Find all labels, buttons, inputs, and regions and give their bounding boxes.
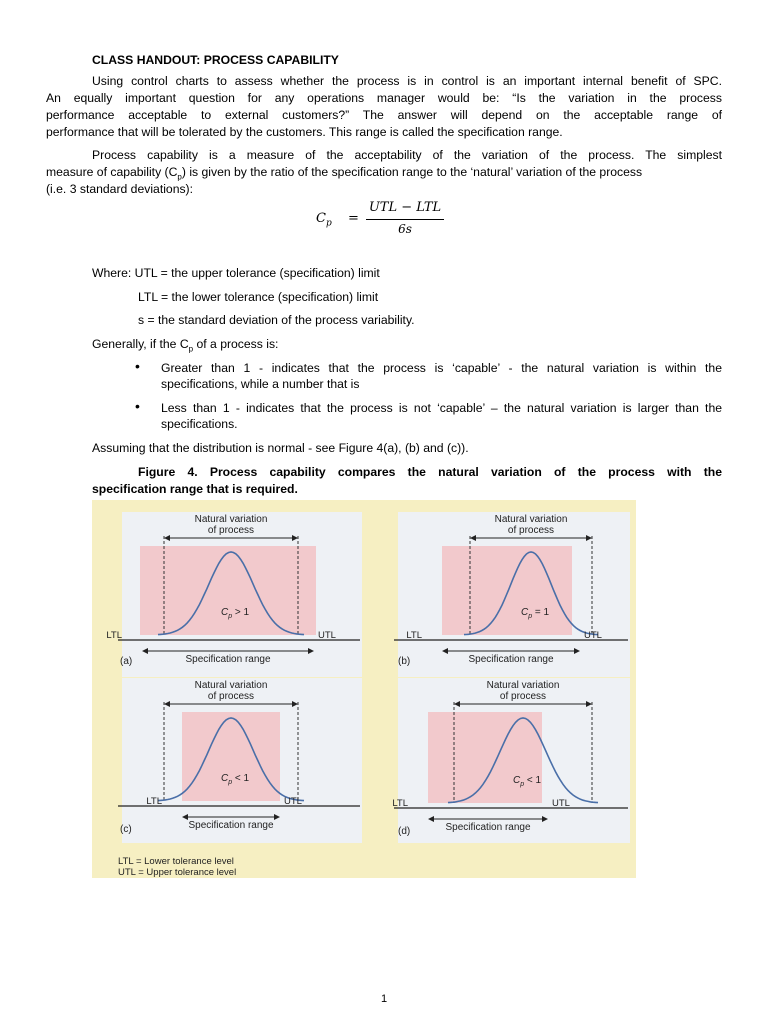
legend-ltl: LTL = Lower tolerance level <box>118 856 234 867</box>
cp-formula <box>316 198 446 242</box>
panel-1-spec-shading <box>140 546 316 635</box>
bullet-dot: • <box>135 358 140 374</box>
panel-1-spec-label: Specification range <box>185 654 271 665</box>
paragraph-2-line: (i.e. 3 standard deviations): <box>46 182 194 196</box>
assuming-line: Assuming that the distribution is normal - see Figure 4(a), (b) and (c)). <box>92 441 469 455</box>
panel-1-nat-label-2: of process <box>207 525 255 536</box>
figure-caption-line-1: Figure 4. Process capability compares the natural variation of the process with the <box>138 465 722 479</box>
panel-2-utl-label: UTL <box>584 630 602 641</box>
panel-4-spec-shading <box>428 712 542 803</box>
panel-4-nat-label-2: of process <box>499 691 547 702</box>
process-capability-figure <box>92 500 636 878</box>
panel-3-utl-label: UTL <box>284 796 302 807</box>
panel-2-ltl-label: LTL <box>406 630 422 641</box>
panel-1-id-label: (a) <box>120 656 133 667</box>
formula-numerator: UTL − LTL <box>368 200 442 215</box>
paragraph-1-line: performance that will be tolerated by the customers. This range is called the specification range. <box>46 125 563 139</box>
where-utl: Where: UTL = the upper tolerance (specification) limit <box>92 266 380 280</box>
panel-3-nat-label-2: of process <box>207 691 255 702</box>
paragraph-2-line: Process capability is a measure of the acceptability of the variation of the process. The simplest <box>92 148 722 162</box>
paragraph-1-line: An equally important question for any operations manager would be: “Is the variation in the process <box>46 91 722 105</box>
panel-2-cp-label: $C_p = 1$ <box>521 607 550 620</box>
bullet-2-line-1: Less than 1 - indicates that the process is not ‘capable’ – the natural variation is larger than the <box>161 401 722 415</box>
panel-3-spec-shading <box>182 712 280 801</box>
panel-2-nat-label-1: Natural variation <box>494 514 568 525</box>
panel-4-spec-label: Specification range <box>445 822 531 833</box>
legend-utl: UTL = Upper tolerance level <box>118 867 237 878</box>
handout-title: CLASS HANDOUT: PROCESS CAPABILITY <box>92 53 339 67</box>
bullet-2-line-2: specifications. <box>161 417 238 431</box>
paragraph-1-line: performance acceptable to external customers?” The answer will depend on the acceptable range of <box>46 108 722 122</box>
figure-caption-line-2: specification range that is required. <box>92 482 298 496</box>
panel-4-id-label: (d) <box>398 826 411 837</box>
fraction-bar <box>366 219 444 220</box>
panel-2-spec-shading <box>442 546 572 635</box>
where-ltl: LTL = the lower tolerance (specification) limit <box>138 290 379 304</box>
generally-line: Generally, if the $C_p$ of a process is: <box>92 337 279 354</box>
panel-4-nat-label-1: Natural variation <box>486 680 560 691</box>
formula-equals: = <box>348 211 359 226</box>
figure-svg <box>92 500 636 878</box>
panel-2-nat-label-2: of process <box>507 525 555 536</box>
panel-1-nat-label-1: Natural variation <box>194 514 268 525</box>
panel-1-utl-label: UTL <box>318 630 336 641</box>
paragraph-1-line: Using control charts to assess whether the process is in control is an important internal benefit of SPC. <box>92 74 722 88</box>
bullet-1-line-2: specifications, while a number that is <box>161 377 360 391</box>
panel-1-ltl-label: LTL <box>106 630 122 641</box>
panel-4-ltl-label: LTL <box>392 798 408 809</box>
panel-4-utl-label: UTL <box>552 798 570 809</box>
panel-2-id-label: (b) <box>398 656 411 667</box>
page-number: 1 <box>381 993 388 1005</box>
panel-3-nat-label-1: Natural variation <box>194 680 268 691</box>
formula-denominator: 6s <box>398 222 412 236</box>
panel-2-spec-label: Specification range <box>468 654 554 665</box>
paragraph-2-line: measure of capability $(C_p)$ is given by the ratio of the specification range to the ‘natural’ variation of the process <box>46 165 643 182</box>
panel-3-ltl-label: LTL <box>146 796 162 807</box>
panel-4-cp-label: $C_p < 1$ <box>513 775 542 788</box>
panel-3-spec-label: Specification range <box>188 820 274 831</box>
bullet-dot: • <box>135 398 140 414</box>
panel-1-cp-label: $C_p > 1$ <box>221 607 250 620</box>
panel-3-cp-label: $C_p < 1$ <box>221 773 250 786</box>
bullet-1-line-1: Greater than 1 - indicates that the process is ‘capable’ - the natural variation is within the <box>161 361 722 375</box>
panel-3-id-label: (c) <box>120 824 132 835</box>
where-s: s = the standard deviation of the process variability. <box>138 313 415 327</box>
formula-lhs: $C_p$ <box>316 211 332 229</box>
